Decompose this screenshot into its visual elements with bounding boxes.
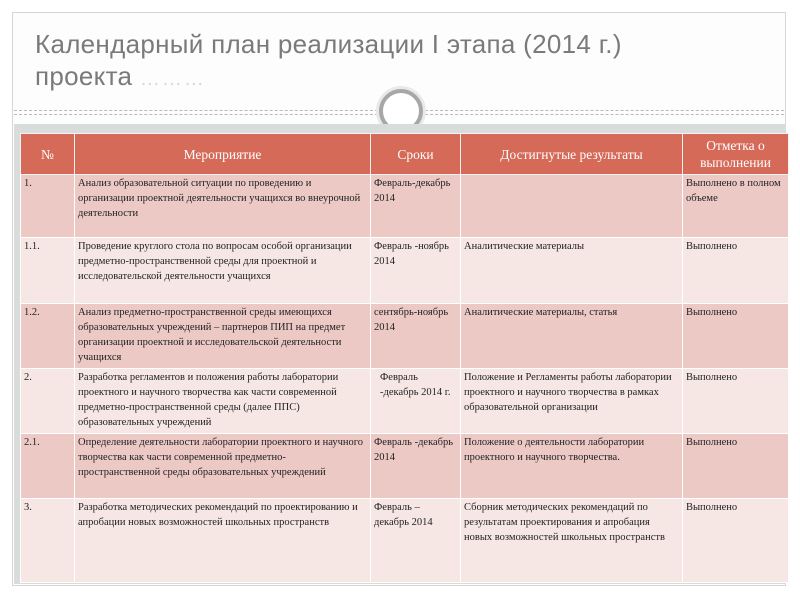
cell-status: Выполнено [683, 304, 789, 369]
cell-event: Разработка методических рекомендаций по проектированию и апробации новых возможностей школьных пространств [75, 499, 371, 583]
header-results: Достигнутые результаты [461, 134, 683, 175]
cell-number: 2.1. [21, 434, 75, 499]
cell-results: Положение и Регламенты работы лаборатории проектного и научного творчества в рамках образовательной организации [461, 369, 683, 434]
cell-results: Сборник методических рекомендаций по результатам проектирования и апробация новых возможностей школьных пространств [461, 499, 683, 583]
cell-number: 1.1. [21, 238, 75, 304]
cell-status: Выполнено [683, 434, 789, 499]
cell-dates: сентябрь-ноябрь 2014 [371, 304, 461, 369]
cell-dates: Февраль-декабрь 2014 [371, 175, 461, 238]
cell-status: Выполнено [683, 499, 789, 583]
header-event: Мероприятие [75, 134, 371, 175]
table-row [21, 499, 789, 583]
cell-results: Положение о деятельности лаборатории проектного и научного творчества. [461, 434, 683, 499]
cell-status: Выполнено в полном объеме [683, 175, 789, 238]
cell-number: 1. [21, 175, 75, 238]
cell-results: Аналитические материалы [461, 238, 683, 304]
cell-results [461, 175, 683, 238]
calendar-plan-table [20, 133, 789, 583]
cell-event: Определение деятельности лаборатории проектного и научного творчества как части современной предметно-пространственной среды образовательных учреждений [75, 434, 371, 499]
table-header-row [21, 134, 789, 175]
slide-title-line1: Календарный план реализации I этапа (2014 г.) [35, 29, 622, 59]
header-status: Отметка о выполнении [683, 134, 789, 175]
cell-results: Аналитические материалы, статья [461, 304, 683, 369]
cell-event: Разработка регламентов и положения работы лаборатории проектного и научного творчества как части современной предметно-пространственной среды (далее ППС) образовательных учреждений [75, 369, 371, 434]
slide-title-faint: ……… [139, 68, 206, 90]
cell-number: 1.2. [21, 304, 75, 369]
cell-number: 2. [21, 369, 75, 434]
cell-event: Анализ образовательной ситуации по проведению и организации проектной деятельности учащихся во внеурочной деятельности [75, 175, 371, 238]
table-row [21, 238, 789, 304]
slide-title-line2: проекта [35, 61, 133, 91]
cell-event: Анализ предметно-пространственной среды имеющихся образовательных учреждений – партнеров ПИП на предмет организации проектной и исследовательской деятельности учащихся [75, 304, 371, 369]
cell-dates: Февраль -ноябрь 2014 [371, 238, 461, 304]
cell-status: Выполнено [683, 238, 789, 304]
table-row [21, 175, 789, 238]
cell-dates: Февраль -декабрь 2014 [371, 434, 461, 499]
header-dates: Сроки [371, 134, 461, 175]
table-row [21, 434, 789, 499]
cell-event: Проведение круглого стола по вопросам особой организации предметно-пространственной среды для проектной и исследовательской деятельности учащихся [75, 238, 371, 304]
header-number: № [21, 134, 75, 175]
table-row [21, 304, 789, 369]
cell-dates: Февраль – декабрь 2014 [371, 499, 461, 583]
cell-status: Выполнено [683, 369, 789, 434]
slide-title [35, 28, 755, 95]
cell-number: 3. [21, 499, 75, 583]
cell-dates: Февраль -декабрь 2014 г. [371, 369, 461, 434]
table-row [21, 369, 789, 434]
